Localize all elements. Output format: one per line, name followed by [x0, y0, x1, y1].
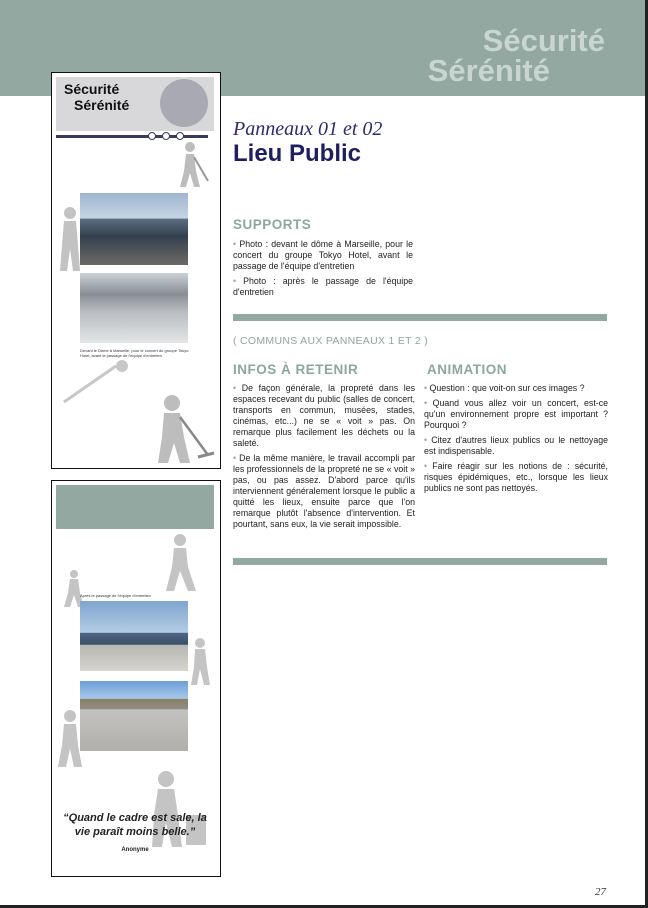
cleaner-figure-icon	[172, 141, 212, 189]
logo-circle	[160, 79, 208, 127]
header-title	[427, 23, 605, 88]
bullet-icon: •	[424, 461, 433, 471]
list-item-text: Photo : après le passage de l'équipe d'entretien	[233, 276, 413, 297]
list-item	[424, 461, 608, 494]
bullet-icon: •	[233, 453, 240, 463]
panel-thumbnail-02	[51, 480, 221, 877]
list-item-text: Quand vous allez voir un concert, est-ce qu'un environnement propre est important ? Pourquoi ?	[424, 398, 608, 430]
list-item-text: De la même manière, le travail accompli par les professionnels de la propreté ne se « voit » pas, ou pas assez. D'abord parce qu'ils interviennent généralement lorsque le public a quitté les lieux, ensuite parce que l'on remarque plutôt l'absence d'intervention. Et pourtant, sans eux, la vie serait impossible.	[233, 453, 415, 529]
thumbnail-header-band	[56, 485, 214, 529]
thumbnail-logo-area	[56, 77, 214, 131]
bullet-icon: •	[233, 276, 244, 286]
thumbnail-caption: Devant le Dôme à Marseille, pour le concert du groupe Tokyo Hotel, avant le passage de l'équipe d'entretien	[80, 348, 189, 358]
bullet-icon: •	[424, 383, 430, 393]
sweeper-right-figure-icon	[188, 637, 218, 687]
thumbnail-logo	[64, 81, 129, 113]
photo-after-cleaning	[80, 601, 188, 671]
quote-author: Anonyme	[121, 847, 149, 853]
communs-label: ( COMMUNS AUX PANNEAUX 1 ET 2 )	[233, 335, 429, 347]
animation-heading: ANIMATION	[427, 362, 507, 377]
section-divider	[233, 558, 607, 565]
photo-clean-square	[80, 681, 188, 751]
section-divider	[233, 314, 607, 321]
list-item	[424, 398, 608, 431]
bullet-icon: •	[233, 239, 240, 249]
list-item	[233, 383, 415, 449]
panel-thumbnail-01	[51, 72, 221, 469]
broom-figure-icon	[56, 358, 136, 408]
infos-list	[233, 383, 415, 534]
quote-text: “Quand le cadre est sale, la vie paraît moins belle.”	[63, 812, 207, 838]
cleaner-large-figure-icon	[146, 393, 216, 465]
supports-heading: SUPPORTS	[233, 217, 312, 232]
supports-list	[233, 239, 413, 302]
bullet-icon: •	[424, 398, 433, 408]
list-item-text: Photo : devant le dôme à Marseille, pour le concert du groupe Tokyo Hotel, avant le passage de l'équipe d'entretien	[233, 239, 413, 271]
photo-before-cleaning	[80, 193, 188, 265]
thumbnail-caption-2: Après le passage de l'équipe d'entretien	[80, 593, 151, 598]
page-number: 27	[595, 886, 606, 898]
timeline-line	[56, 135, 208, 138]
list-item	[233, 453, 415, 530]
thumbnail-logo-line2: Sérénité	[74, 97, 130, 113]
timeline-dot	[148, 132, 156, 140]
header-title-line1: Sécurité	[482, 23, 605, 58]
list-item-text: Citez d'autres lieux publics ou le nettoyage est indispensable.	[424, 435, 608, 456]
thumbnail-logo-line1: Sécurité	[64, 81, 120, 97]
timeline-dot	[162, 132, 170, 140]
list-item	[424, 435, 608, 457]
list-item	[424, 383, 608, 394]
page-title: Lieu Public	[233, 140, 362, 167]
photo-crowd-waste	[80, 273, 188, 343]
infos-heading: INFOS À RETENIR	[233, 362, 359, 377]
list-item-text: Question : que voit-on sur ces images ?	[429, 383, 585, 393]
list-item	[233, 276, 413, 298]
panel-title: Panneaux 01 et 02	[233, 118, 383, 140]
header-title-line2: Sérénité	[427, 53, 550, 88]
list-item	[233, 239, 413, 272]
cleaner-left-figure-icon	[54, 709, 94, 769]
bullet-icon: •	[424, 435, 432, 445]
list-item-text: Faire réagir sur les notions de : sécurité, risques épidémiques, etc., lorsque les lieux publics ne sont pas nettoyés.	[424, 461, 608, 493]
bullet-icon: •	[233, 383, 242, 393]
animation-list	[424, 383, 608, 498]
walking-figure-icon	[158, 533, 208, 593]
list-item-text: De façon générale, la propreté dans les espaces recevant du public (salles de concert, transports en commun, musées, stades, cinémas, etc...) ne se « voit » pas. On remarque plus facilement les déchets ou la saleté.	[233, 383, 415, 448]
timeline-dot	[176, 132, 184, 140]
